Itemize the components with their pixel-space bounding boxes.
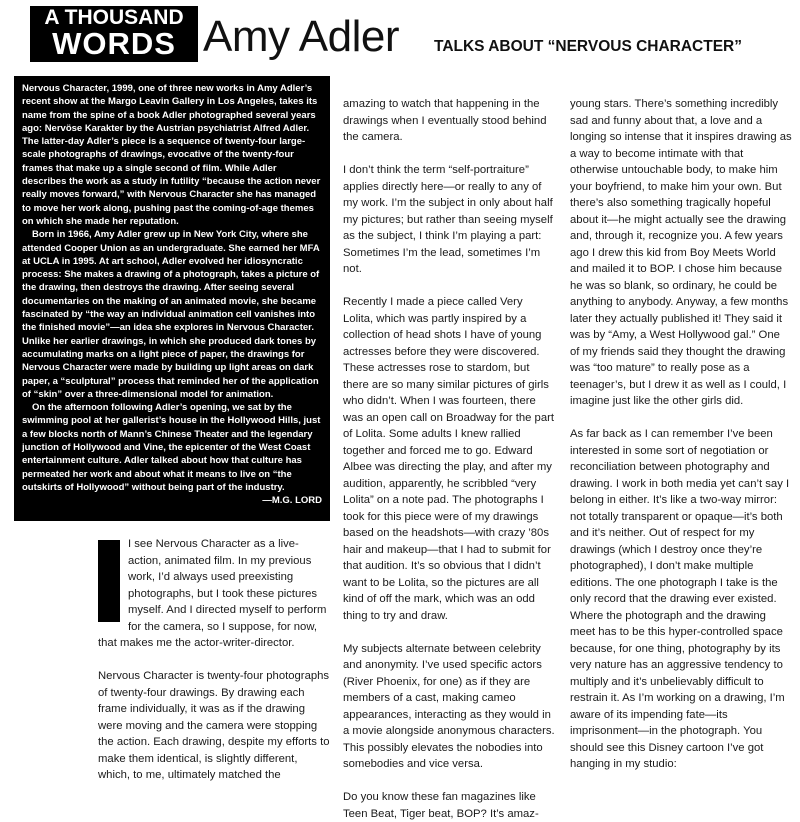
col3-paragraph-2: As far back as I can remember I’ve been interested in some sort of negotiation or reconciliation between photography and drawing. I work in both media yet can’t say I belong in either. It’s like a two-way mirror: not totally transparent or opaque—it’s both and it’s neither. Out of respect for my drawings (which I destroy once they’re photographed), I don’t make multiple editions. The one photograph I take is the only record that the drawing ever existed. Where the photograph and the drawing meet has to be this hyper-controlled space because, for one thing, photography by its very nature has an aggressive tendency to multiply and it’s unbelievably difficult to restrain it. As I’m working on a drawing, I’m aware of its impending fate—its imprisonment—in the photograph. You should see this Disney cartoon I’ve got hanging in my studio: [570,428,790,770]
kicker-line-2: WORDS [52,26,176,61]
headline: TALKS ABOUT “NERVOUS CHARACTER” [434,38,742,55]
col2-paragraph-2: I don’t think the term “self-portraiture” applies directly here—or really to any of my work. I’m the subject in only about half my pictures; but rather than seeing myself as the subject, I think I’m playing a part: Sometimes I’m the lead, sometimes I’m not. [343,164,553,275]
section-kicker-block [30,6,198,62]
col2-paragraph-3: Recently I made a piece called Very Lolita, which was partly inspired by a collection of head shots I have of young actresses before they were discovered. These actresses rose to stardom, but there are so many similar pictures of girls who didn’t. When I was fourteen, there was an open call on Broadway for the part of Lolita. Some adults I knew rallied together and forced me to go. Edward Albee was directing the play, and after my audition, apparently, he scribbled “very Lolita” on a note pad. The photographs I took for this piece were of my drawings based on the headshots—with crazy ’80s hair and makeup—that I had to submit for that audition. It’s so obvious that I didn’t want to be Lolita, so the pictures are all kind of off the mark, which was an odd thing to try and draw. [343,296,555,622]
intro-box [14,76,330,521]
byline: —M.G. LORD [262,495,322,507]
artist-name: Amy Adler [203,12,400,61]
col2-paragraph-4: My subjects alternate between celebrity and anonymity. I’ve used specific actors (River Phoenix, for one) as if they are members of a cast, making cameo appearances, interacting as they would in a movie alongside anonymous characters. This possibly elevates the nobodies into somebodies and vice versa. [343,642,555,770]
col2-paragraph-5: Do you know these fan magazines like Teen Beat, Tiger beat, BOP? It’s amaz- [343,791,539,820]
masthead [0,0,800,70]
column-2 [343,96,555,820]
col1-paragraph-1: I see Nervous Character as a live-action, animated film. In my previous work, I’d always used preexisting photographs, but I took these pictures myself. And I directed myself to perform for the camera, so I suppose, for now, that makes me the actor-writer-director. [98,538,327,649]
intro-paragraph-3: On the afternoon following Adler’s opening, we sat by the swimming pool at her gallerist’s house in the Hollywood Hills, just a few blocks north of Mann’s Chinese Theater and the legendary junction of Hollywood and Vine, the epicenter of the West Coast entertainment culture. Adler talked about how that culture has permeated her work and about what it means to live on “the outskirts of Hollywood” without being part of the industry. [22,402,321,493]
intro-paragraph-2: Born in 1966, Amy Adler grew up in New York City, where she attended Cooper Union as an undergraduate. She earned her MFA at UCLA in 1995. At art school, Adler evolved her idiosyncratic process: She makes a drawing of a photograph, takes a picture of the drawing, then destroys the drawing. After seeing several documentaries on the making of an animated movie, she became fascinated by “the way an individual animation cell vanishes into the finished movie”—an idea she explores in Nervous Character. Unlike her earlier drawings, in which she produced dark tones by accumulating marks on a light piece of paper, the drawings for Nervous Character were made by building up light areas on dark paper, a “sculptural” process that reminded her of the application of “skin” over a three-dimensional model for animation. [22,229,320,400]
col1-paragraph-2: Nervous Character is twenty-four photographs of twenty-four drawings. By drawing each frame individually, it was as if the drawing were moving and the camera were stopping the action. Each drawing, despite my efforts to make them identical, is slightly different, which, to me, ultimately matched the [98,670,330,781]
col2-paragraph-1: amazing to watch that happening in the drawings when I eventually stood behind the camera. [343,98,547,143]
column-1 [98,536,330,800]
drop-cap [98,540,120,622]
column-3 [570,96,792,800]
kicker-line-1: A THOUSAND [44,6,184,29]
intro-paragraph-1: Nervous Character, 1999, one of three new works in Amy Adler’s recent show at the Margo Leavin Gallery in Los Angeles, takes its name from the spine of a book Adler photographed several years ago: Nervöse Karakter by the Austrian psychiatrist Alfred Adler. The latter-day Adler’s piece is a sequence of twenty-four large-scale photographs of drawings, evocative of the twenty-four frames that make up a single second of film. While Adler describes the work as a study in futility “because the action never really moves forward,” with Nervous Character she has managed to move her work along, pushing past the coming-of-age themes on which she made her reputation. [22,83,321,227]
col3-paragraph-1: young stars. There’s something incredibly sad and funny about that, a love and a longing so intense that it inspires drawing as a way to become intimate with that otherwise untouchable body, to make him your boyfriend, to make him your own. But there’s also something tragically hopeful about it—he might actually see the drawing and, through it, recognize you. A few years ago I drew this kid from Boy Meets World and mailed it to BOP. I chose him because he was so blank, so ordinary, he could be anything to anybody. Anyway, a few months later they actually published it! They said it was by “Amy, a West Hollywood gal.” One of my friends said they thought the drawing was “too mature” to really pose as a teenager’s, but I drew it as well as I could, I imagine just like the other girls did. [570,98,792,407]
